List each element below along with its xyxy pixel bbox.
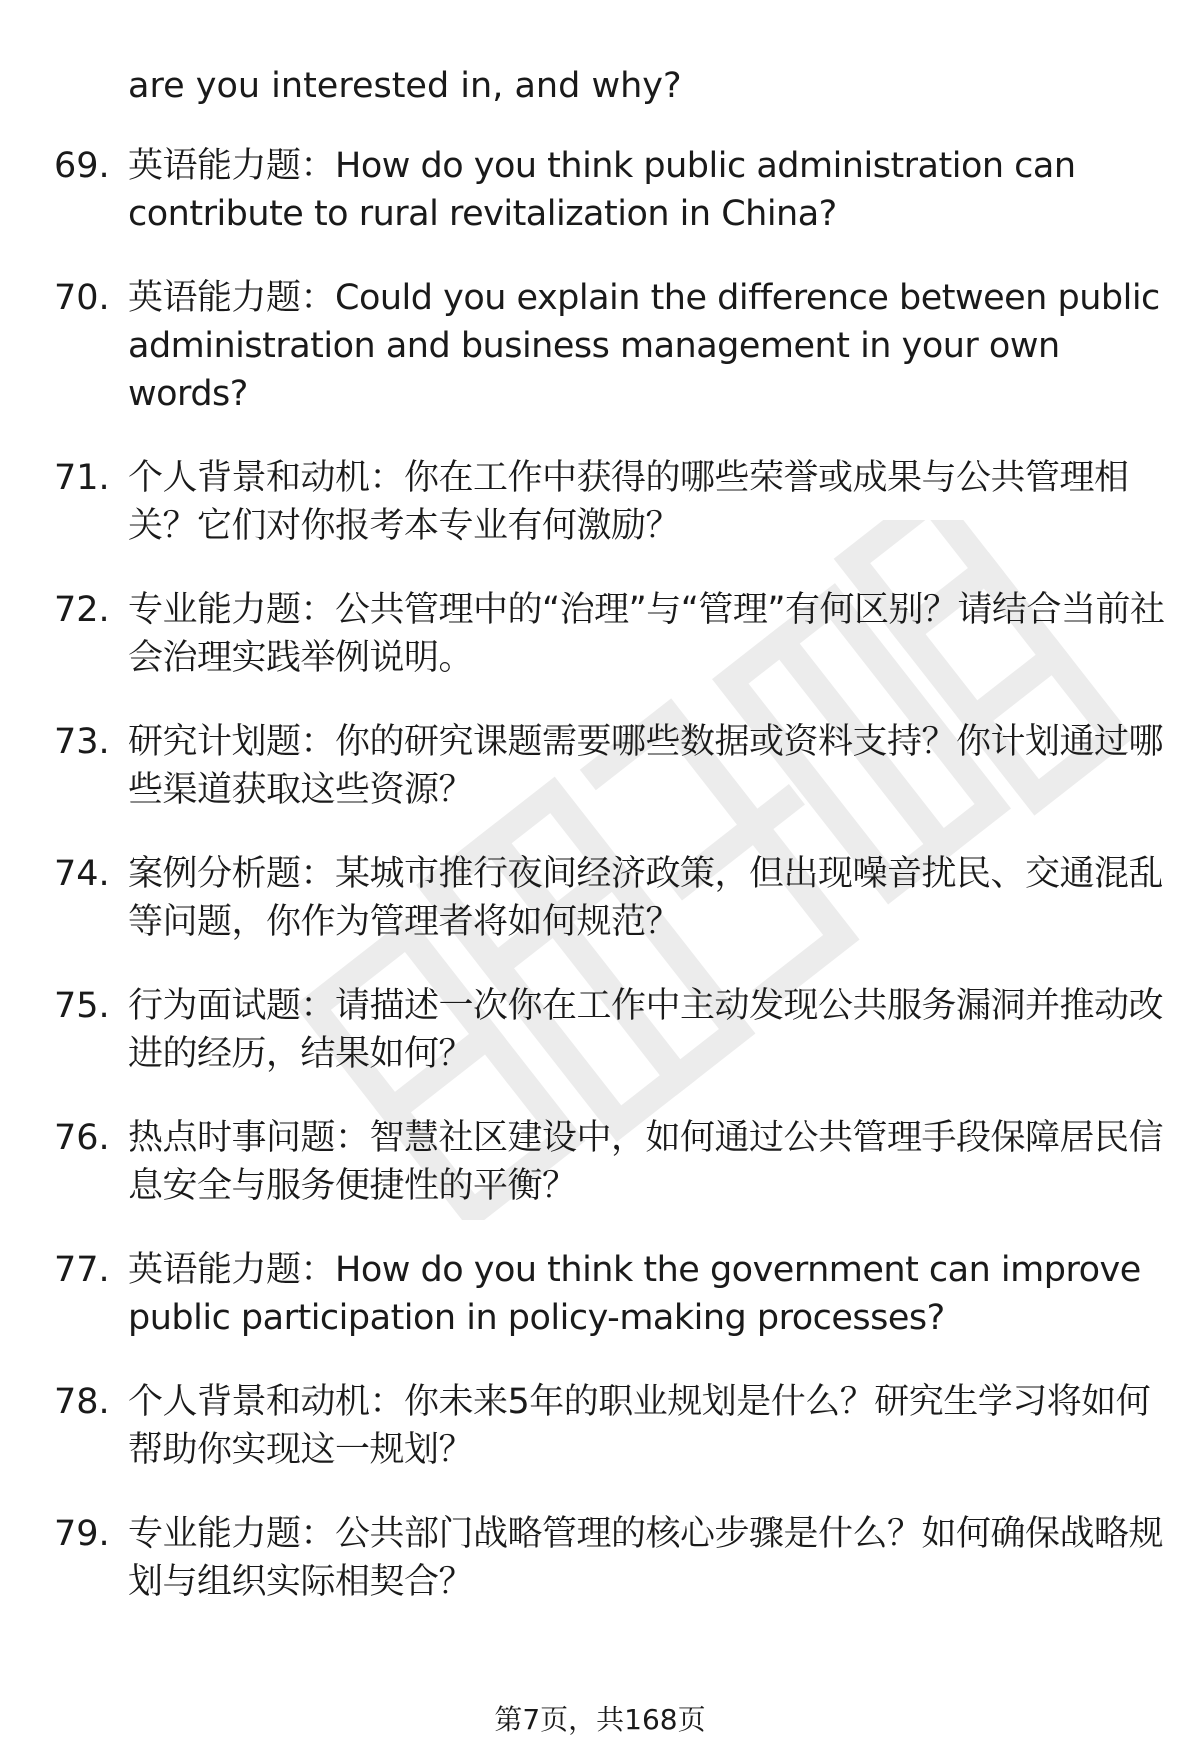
question-number: 71. [54,458,110,498]
question-list [0,142,1200,1642]
question-text: 英语能力题：Could you explain the difference between public administration and business management in your own words? [128,278,1160,414]
question-number: 72. [54,590,110,630]
question-item [0,982,1200,1078]
question-item [0,1378,1200,1474]
question-text: 英语能力题：How do you think public administration can contribute to rural revitalization in China? [128,146,1076,234]
question-number: 79. [54,1514,110,1554]
question-number: 70. [54,278,110,318]
question-text: 个人背景和动机：你未来5年的职业规划是什么？研究生学习将如何帮助你实现这一规划？ [128,1382,1151,1470]
question-item [0,1114,1200,1210]
question-number: 75. [54,986,110,1026]
question-text: 专业能力题：公共管理中的“治理”与“管理”有何区别？请结合当前社会治理实践举例说明。 [128,590,1165,678]
question-number: 74. [54,854,110,894]
question-item [0,586,1200,682]
question-number: 76. [54,1118,110,1158]
question-number: 69. [54,146,110,186]
question-item [0,850,1200,946]
question-text: 案例分析题：某城市推行夜间经济政策，但出现噪音扰民、交通混乱等问题，你作为管理者将如何规范？ [128,854,1164,942]
continued-question-text: are you interested in, and why? [128,66,682,106]
page-footer: 第7页，共168页 [494,1703,706,1736]
question-number: 78. [54,1382,110,1422]
question-item [0,1510,1200,1606]
question-item [0,1246,1200,1342]
question-number: 73. [54,722,110,762]
question-text: 热点时事问题：智慧社区建设中，如何通过公共管理手段保障居民信息安全与服务便捷性的平衡？ [128,1118,1164,1206]
question-item [0,142,1200,238]
question-text: 专业能力题：公共部门战略管理的核心步骤是什么？如何确保战略规划与组织实际相契合？ [128,1514,1164,1602]
question-number: 77. [54,1250,110,1290]
question-text: 英语能力题：How do you think the government can improve public participation in policy-making processes? [128,1250,1141,1338]
question-text: 行为面试题：请描述一次你在工作中主动发现公共服务漏洞并推动改进的经历，结果如何？ [128,986,1164,1074]
question-item [0,718,1200,814]
question-text: 研究计划题：你的研究课题需要哪些数据或资料支持？你计划通过哪些渠道获取这些资源？ [128,722,1164,810]
question-text: 个人背景和动机：你在工作中获得的哪些荣誉或成果与公共管理相关？它们对你报考本专业有何激励？ [128,458,1129,546]
question-item [0,274,1200,418]
question-item [0,454,1200,550]
